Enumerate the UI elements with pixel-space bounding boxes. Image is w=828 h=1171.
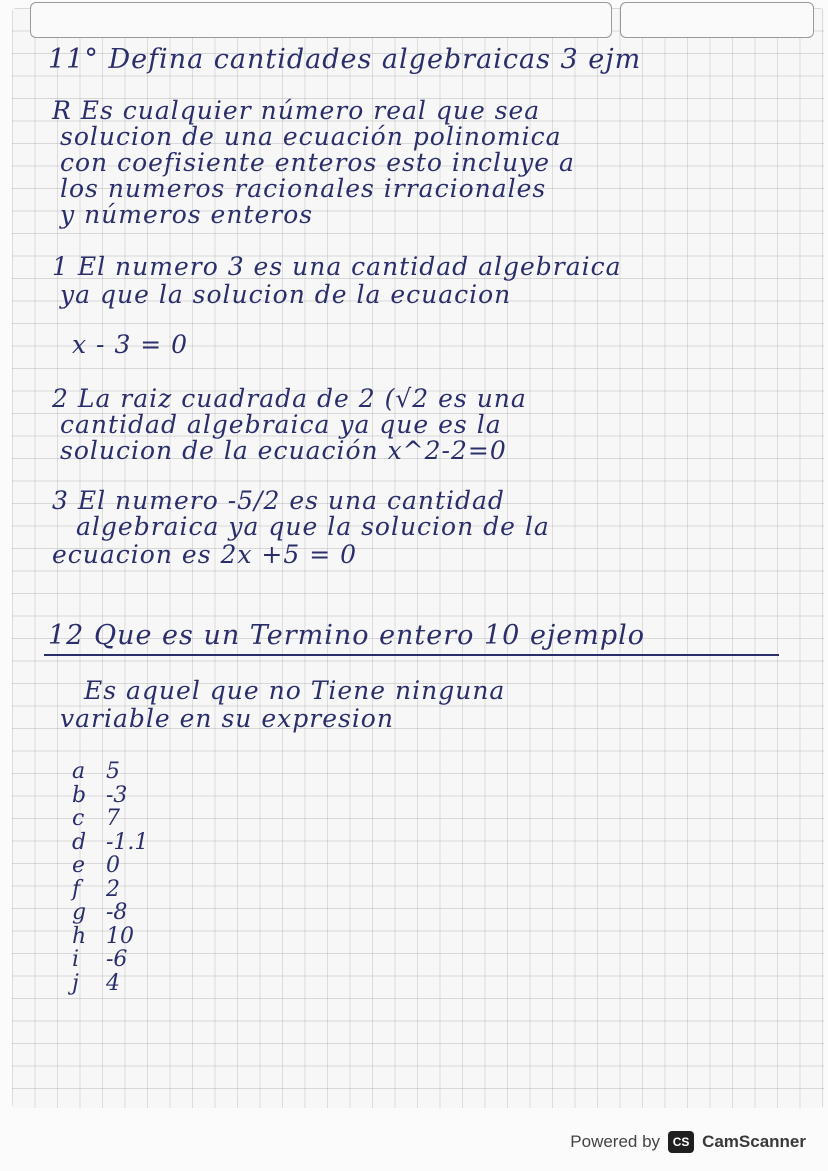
q11-answer-line: los numeros racionales irracionales (60, 174, 547, 203)
q11-answer-line: R Es cualquier número real que sea (52, 96, 541, 125)
q11-answer-line: con coefisiente enteros esto incluye a (60, 148, 575, 177)
list-item: a 5 (72, 759, 120, 785)
q12-underline (44, 654, 779, 656)
example-1-line: ya que la solucion de la ecuacion (60, 280, 512, 309)
example-1-line: 1 El numero 3 es una cantidad algebraica (52, 252, 622, 281)
list-item: b -3 (72, 782, 128, 808)
example-2-line: solucion de la ecuación x^2-2=0 (60, 436, 507, 465)
list-item: f 2 (72, 876, 120, 902)
example-2-line: cantidad algebraica ya que es la (60, 410, 502, 439)
example-2-line: 2 La raiz cuadrada de 2 (√2 es una (52, 384, 527, 413)
camscanner-logo-icon: CS (668, 1131, 694, 1153)
q12-title: 12 Que es un Termino entero 10 ejemplo (48, 620, 646, 651)
q11-answer-line: y números enteros (60, 200, 314, 229)
camscanner-brand: CamScanner (702, 1132, 806, 1151)
q11-title: 11° Defina cantidades algebraicas 3 ejm (48, 44, 642, 75)
q12-answer-line: Es aquel que no Tiene ninguna (84, 676, 506, 705)
example-3-line: algebraica ya que la solucion de la (76, 512, 550, 541)
q12-answer-line: variable en su expresion (60, 704, 394, 733)
header-box-right (620, 2, 814, 38)
camscanner-watermark (570, 1124, 806, 1160)
list-item: c 7 (72, 806, 120, 832)
list-item: i -6 (72, 947, 128, 973)
powered-by-label: Powered by (570, 1132, 661, 1151)
example-3-line: 3 El numero -5/2 es una cantidad (52, 486, 505, 515)
list-item: j 4 (72, 970, 120, 996)
list-item: g -8 (72, 900, 128, 926)
integer-term-examples (72, 760, 148, 995)
example-3-line: ecuacion es 2x +5 = 0 (52, 540, 358, 569)
header-box-left (30, 2, 612, 38)
example-1-equation: x - 3 = 0 (72, 330, 189, 359)
list-item: h 10 (72, 923, 134, 949)
q11-answer-line: solucion de una ecuación polinomica (60, 122, 562, 151)
list-item: e 0 (72, 853, 120, 879)
list-item: d -1.1 (72, 829, 149, 855)
